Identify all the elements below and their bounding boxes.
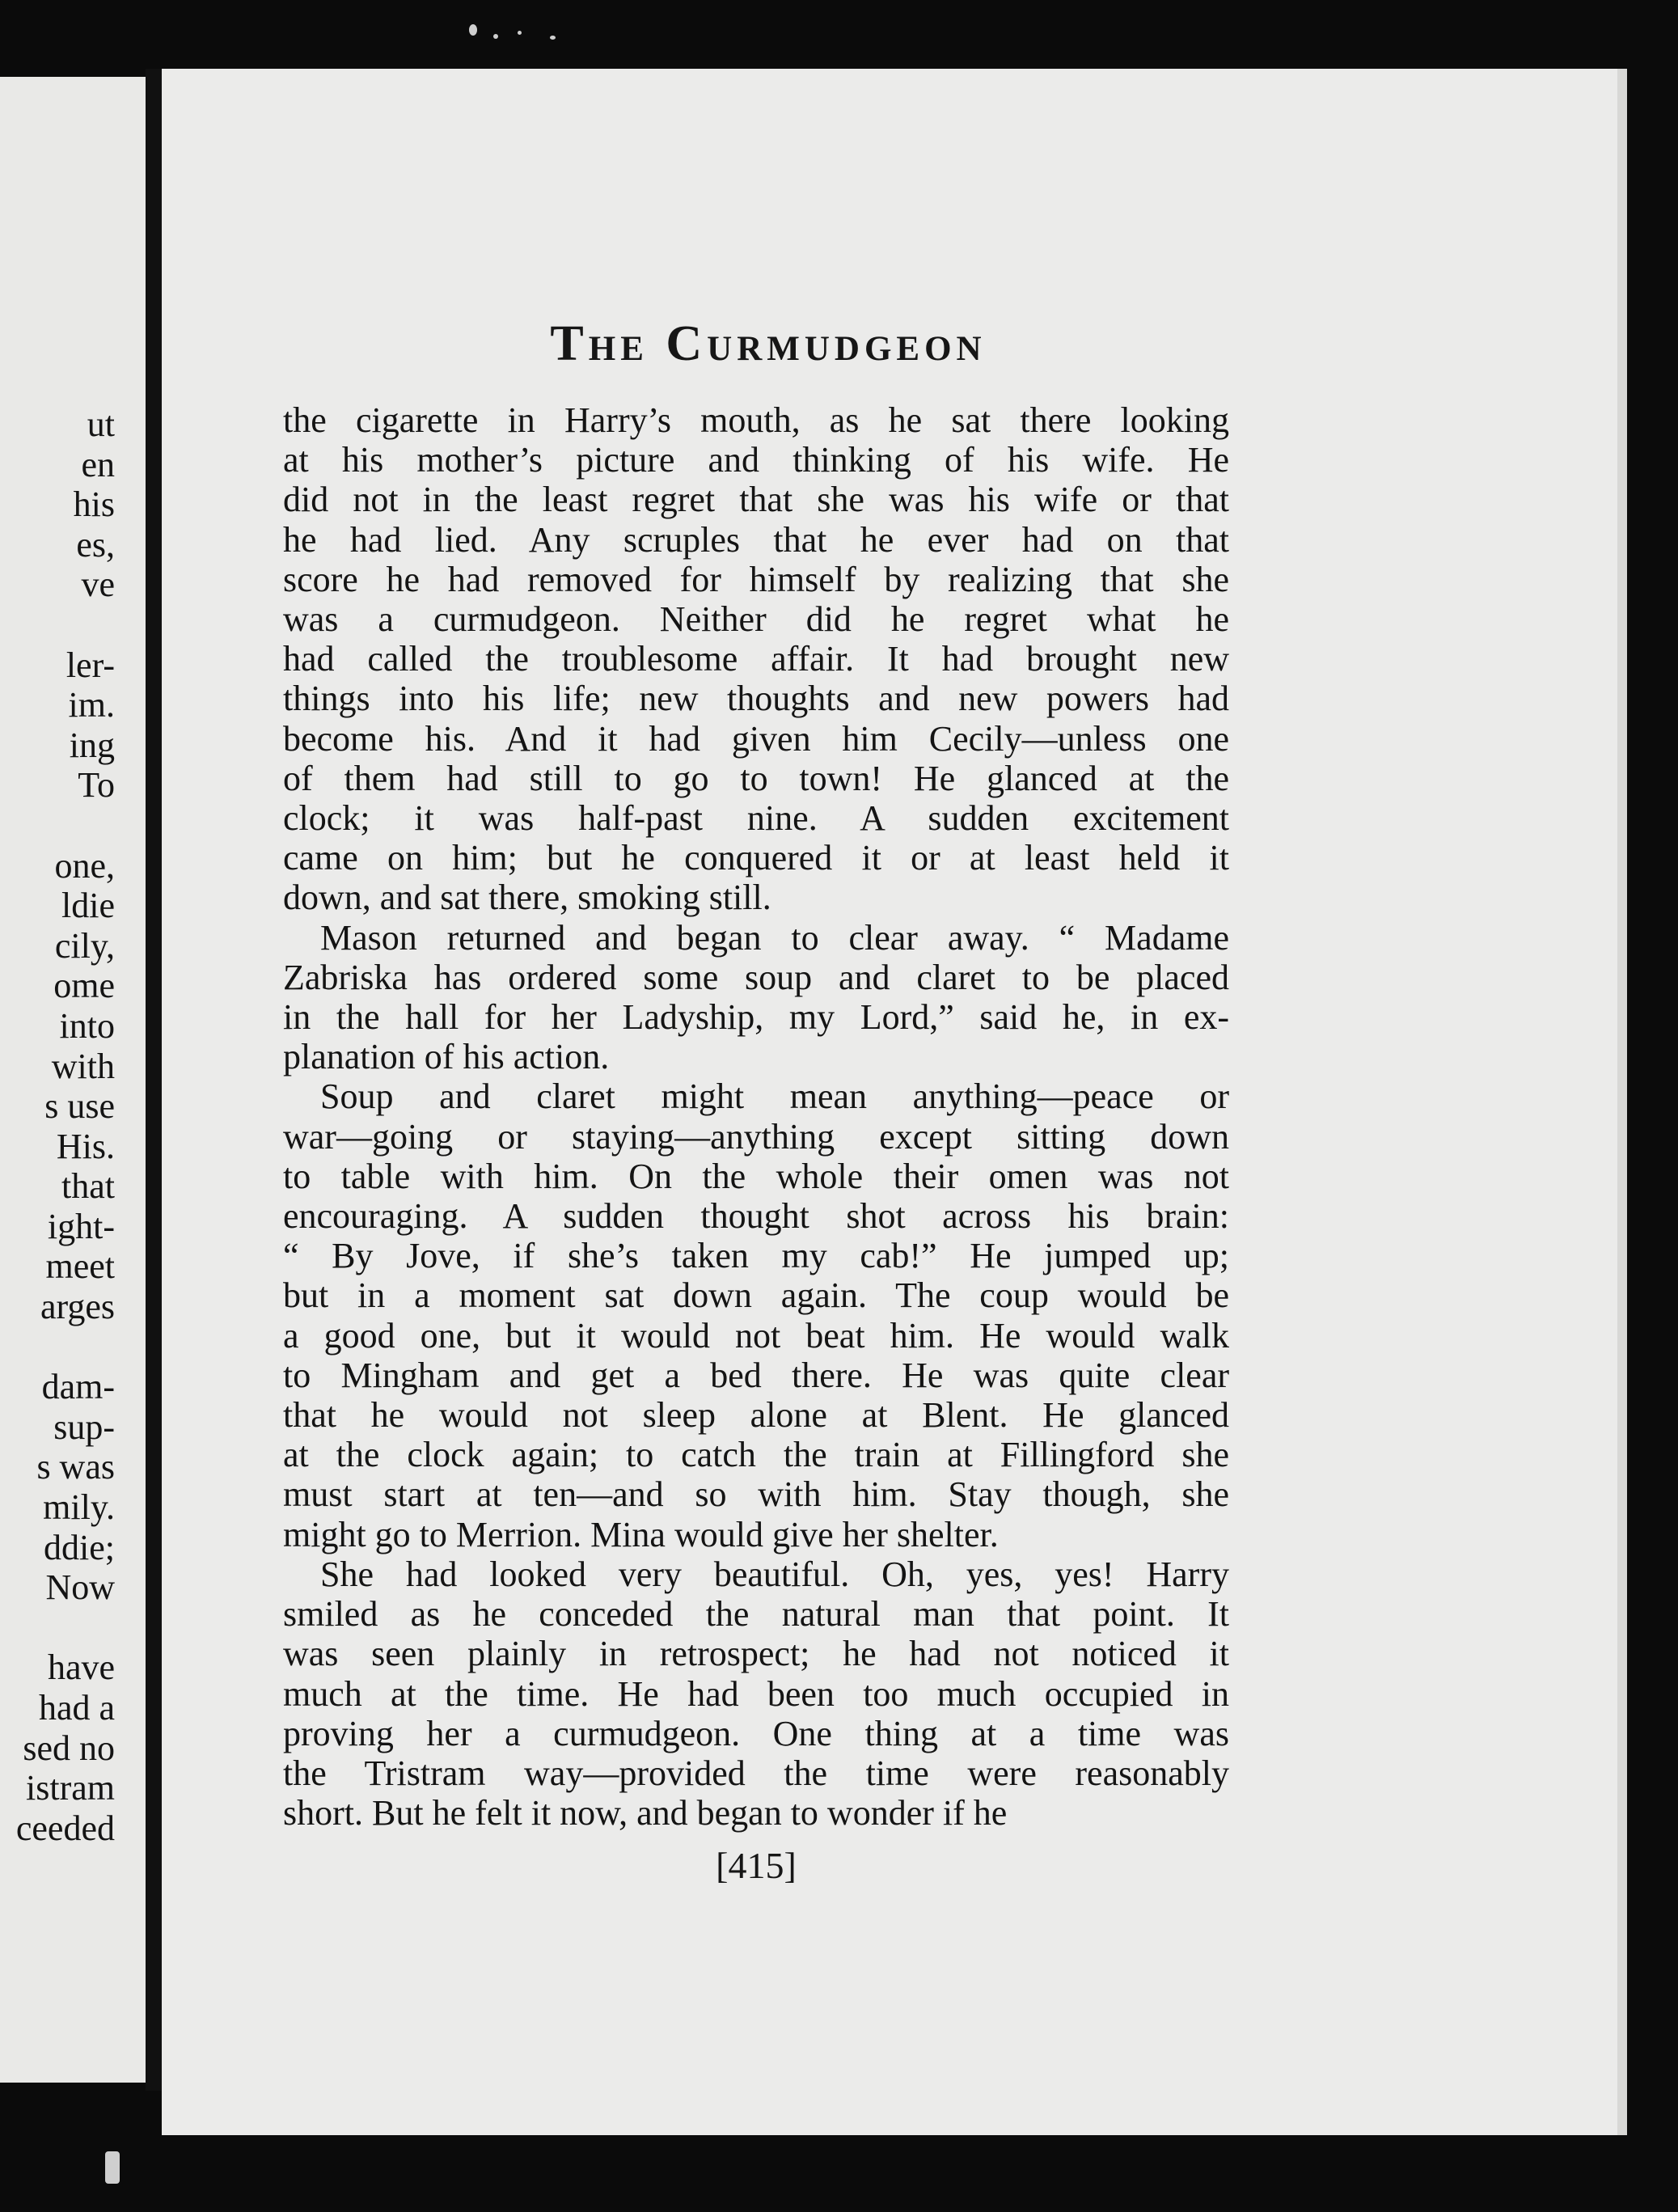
text-line: the cigarette in Harry’s mouth, as he sat there looking (283, 400, 1229, 440)
left-page-line: sup- (53, 1406, 115, 1447)
left-page-line: ing (69, 725, 115, 765)
text-line: encouraging. A sudden thought shot across his brain: (283, 1196, 1229, 1237)
text-line: came on him; but he conquered it or at least held it (283, 838, 1229, 878)
left-page-line: dam- (41, 1367, 115, 1407)
left-page-line: ler- (66, 645, 115, 685)
page-edge (1617, 69, 1627, 2135)
left-page-line: s was (36, 1447, 115, 1487)
text-line: had called the troublesome affair. It had brought new (283, 639, 1229, 679)
left-page-fragment (0, 77, 146, 2083)
text-line: score he had removed for himself by realizing that she (283, 559, 1229, 599)
left-page-line: mily. (43, 1487, 115, 1528)
left-page-line: His. (56, 1126, 115, 1166)
running-head: The Curmudgeon (550, 316, 987, 371)
text-line: to Mingham and get a bed there. He was quite clear (283, 1355, 1229, 1395)
left-page-line: had a (38, 1688, 115, 1728)
text-line: was seen plainly in retrospect; he had not noticed it (283, 1634, 1229, 1674)
text-line: short. But he felt it now, and began to wonder if he (283, 1793, 1008, 1833)
text-line: of them had still to go to town! He glanced at the (283, 758, 1229, 798)
text-line: Soup and claret might mean anything—peace or (320, 1076, 1229, 1117)
left-page-text (16, 404, 115, 1848)
paragraph (283, 1076, 1229, 1554)
text-line: much at the time. He had been too much occupied in (283, 1673, 1229, 1714)
left-page-line: his (73, 484, 115, 525)
left-page-line: es, (76, 524, 115, 565)
left-page-line: ut (87, 404, 115, 444)
book-page (162, 69, 1627, 2135)
paragraph (283, 400, 1229, 918)
book-gutter (146, 69, 162, 2091)
text-line: did not in the least regret that she was his wife or that (283, 480, 1229, 520)
text-line: that he would not sleep alone at Blent. He glanced (283, 1395, 1229, 1436)
text-line: at his mother’s picture and thinking of his wife. He (283, 440, 1229, 480)
text-line: must start at ten—and so with him. Stay though, she (283, 1474, 1229, 1515)
text-line: Mason returned and began to clear away. “ Madame (320, 917, 1229, 958)
left-page-line (16, 1327, 115, 1368)
left-page-line: istram (26, 1768, 115, 1808)
left-page-line: sed no (23, 1728, 115, 1768)
page-body-text (283, 400, 1229, 1833)
left-page-line: cily, (54, 925, 115, 966)
text-line: become his. And it had given him Cecily—unless one (283, 718, 1229, 759)
text-line: Zabriska has ordered some soup and claret to be placed (283, 957, 1229, 997)
text-line: planation of his action. (283, 1037, 610, 1077)
scan-specks (469, 16, 598, 49)
left-page-line: Now (45, 1567, 115, 1608)
left-page-line (16, 605, 115, 645)
text-line: at the clock again; to catch the train at Fillingford she (283, 1435, 1229, 1475)
page-number: [415] (716, 1845, 797, 1886)
left-page-line: im. (68, 685, 115, 725)
text-line: in the hall for her Ladyship, my Lord,” said he, in ex- (283, 997, 1229, 1038)
left-page-line: that (61, 1166, 115, 1207)
left-page-line (16, 806, 115, 846)
text-line: might go to Merrion. Mina would give her shelter. (283, 1514, 999, 1554)
scan-mark (105, 2151, 120, 2184)
left-page-line: ve (81, 565, 115, 605)
left-page-line: s use (44, 1086, 115, 1127)
left-page-line: arges (40, 1287, 115, 1327)
left-page-line: with (51, 1046, 115, 1086)
left-page-line: into (59, 1005, 115, 1046)
text-line: he had lied. Any scruples that he ever had on that (283, 519, 1229, 560)
left-page-line: meet (45, 1246, 115, 1287)
left-page-line: ight- (47, 1206, 115, 1246)
paragraph (283, 918, 1229, 1077)
left-page-line: To (78, 765, 115, 806)
text-line: “ By Jove, if she’s taken my cab!” He jumped up; (283, 1236, 1229, 1276)
text-line: a good one, but it would not beat him. He would walk (283, 1315, 1229, 1356)
text-line: but in a moment sat down again. The coup would be (283, 1275, 1229, 1316)
left-page-line: have (47, 1647, 115, 1688)
left-page-line: ome (53, 966, 115, 1006)
text-line: war—going or staying—anything except sitting down (283, 1116, 1229, 1157)
text-line: was a curmudgeon. Neither did he regret what he (283, 599, 1229, 640)
left-page-line: one, (54, 845, 115, 886)
text-line: clock; it was half-past nine. A sudden excitement (283, 798, 1229, 839)
left-page-line: ldie (61, 886, 115, 926)
left-page-line: ceeded (15, 1808, 115, 1848)
left-page-line: ddie; (44, 1527, 115, 1567)
text-line: the Tristram way—provided the time were reasonably (283, 1753, 1229, 1793)
paragraph (283, 1554, 1229, 1833)
text-line: down, and sat there, smoking still. (283, 878, 771, 918)
text-line: things into his life; new thoughts and new powers had (283, 679, 1229, 719)
left-page-line (16, 1608, 115, 1648)
left-page-line: en (81, 444, 115, 484)
text-line: proving her a curmudgeon. One thing at a time was (283, 1713, 1229, 1753)
text-line: smiled as he conceded the natural man that point. It (283, 1594, 1229, 1635)
text-line: to table with him. On the whole their omen was not (283, 1156, 1229, 1196)
text-line: She had looked very beautiful. Oh, yes, yes! Harry (320, 1554, 1229, 1594)
